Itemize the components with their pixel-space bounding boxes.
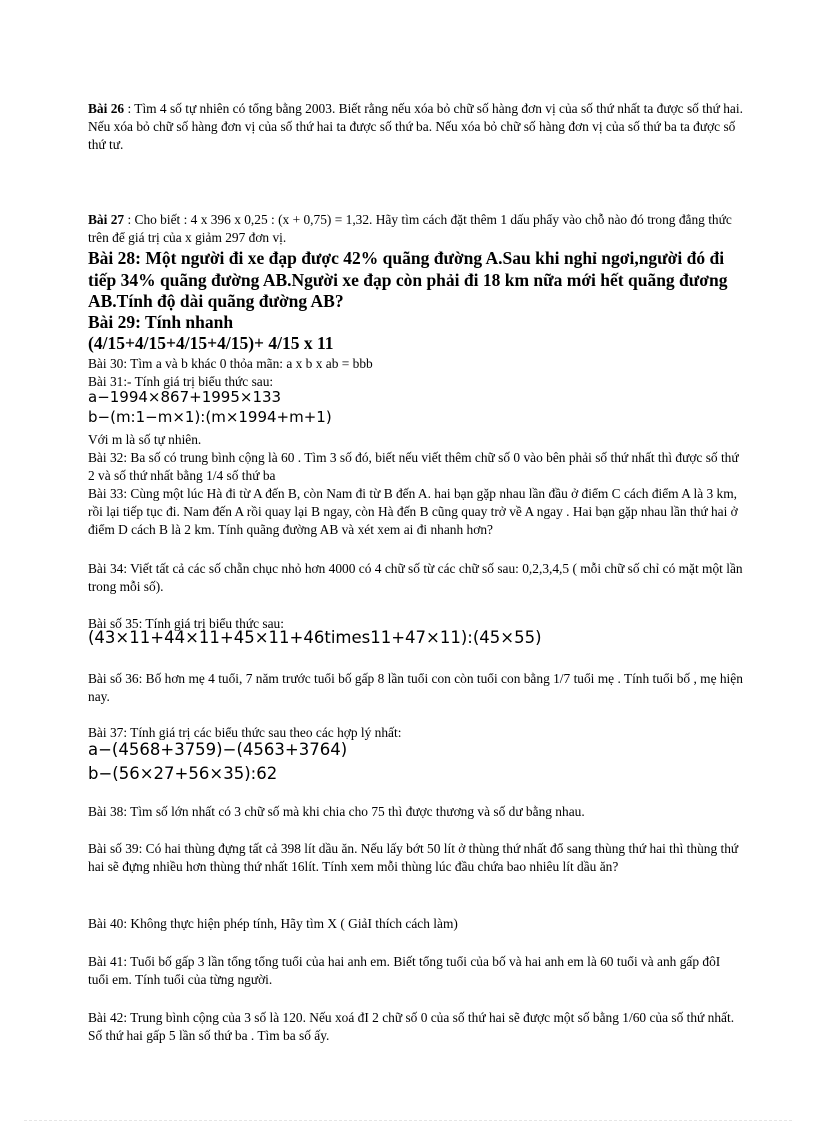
exercise-36: Bài số 36: Bố hơn mẹ 4 tuổi, 7 năm trước tuổi bố gấp 8 lần tuổi con còn tuổi con bằng 1/7 tuổi mẹ . Tính tuổi bố , mẹ hiện nay. [88, 671, 743, 704]
exercise-38: Bài 38: Tìm số lớn nhất có 3 chữ số mà khi chia cho 75 thì được thương và số dư bằng nhau. [88, 804, 585, 819]
exercise-33: Bài 33: Cùng một lúc Hà đi từ A đến B, còn Nam đi từ B đến A. hai bạn gặp nhau lần đầu ở điểm C cách điểm A là 3 km, rồi lại tiếp tục đi. Nam đến A rồi quay lại B ngay, còn Hà đến B cũng quay trở về A ngay . Hai bạn gặp nhau lần thứ hai ở điểm D cách B là 2 km. Tính quãng đường AB và xét xem ai đi nhanh hơn? [88, 486, 738, 537]
exercise-27 [88, 211, 744, 247]
exercise-32: Bài 32: Ba số có trung bình cộng là 60 . Tìm 3 số đó, biết nếu viết thêm chữ số 0 vào bên phải số thứ nhất thì được số thứ 2 và số thứ nhất bằng 1/4 số thứ ba [88, 450, 739, 483]
exercise-40: Bài 40: Không thực hiện phép tính, Hãy tìm X ( GiảI thích cách làm) [88, 916, 458, 931]
exercise-30: Bài 30: Tìm a và b khác 0 thỏa mãn: a x b x ab = bbb [88, 356, 373, 371]
exercise-37-expression-a: a−(4568+3759)−(4563+3764) [88, 740, 348, 759]
exercise-31-title: Bài 31:- Tính giá trị biểu thức sau: [88, 374, 274, 389]
exercise-27-label: Bài 27 [88, 212, 125, 227]
exercise-31-expression-b: b−(m:1−m×1):(m×1994+m+1) [88, 408, 332, 426]
page-bottom-divider [24, 1120, 792, 1121]
exercise-35-title: Bài số 35: Tính giá trị biểu thức sau: [88, 616, 284, 631]
exercise-31-note: Với m là số tự nhiên. [88, 432, 202, 447]
exercise-41: Bài 41: Tuổi bố gấp 3 lần tổng tổng tuổi của hai anh em. Biết tổng tuổi của bố và hai anh em là 60 tuổi và anh gấp đôI tuổi em. Tính tuổi của từng người. [88, 954, 721, 987]
exercise-29-title: Bài 29: Tính nhanh [88, 312, 234, 332]
exercise-26 [88, 100, 744, 154]
exercise-42: Bài 42: Trung bình cộng của 3 số là 120. Nếu xoá đI 2 chữ số 0 của số thứ hai sẽ được một số bằng 1/60 của số thứ nhất. Số thứ hai gấp 5 lần số thứ ba . Tìm ba số ấy. [88, 1010, 735, 1043]
exercise-39: Bài số 39: Có hai thùng đựng tất cả 398 lít dầu ăn. Nếu lấy bớt 50 lít ở thùng thứ nhất đổ sang thùng thứ hai thì thùng thứ hai sẽ đựng nhiều hơn thùng thứ nhất 16lít. Tính xem mỗi thùng lúc đầu chứa bao nhiêu lít dầu ăn? [88, 841, 739, 874]
exercise-37-expression-b: b−(56×27+56×35):62 [88, 764, 278, 783]
exercise-37-title: Bài 37: Tính giá trị các biểu thức sau theo các hợp lý nhất: [88, 725, 402, 740]
exercise-34: Bài 34: Viết tất cả các số chẵn chục nhỏ hơn 4000 có 4 chữ số từ các chữ số sau: 0,2,3,4,5 ( mỗi chữ số chỉ có mặt một lần trong mỗi số). [88, 561, 743, 594]
exercise-26-text: : Tìm 4 số tự nhiên có tổng bằng 2003. Biết rằng nếu xóa bỏ chữ số hàng đơn vị của số thứ nhất ta được số thứ hai. Nếu xóa bỏ chữ số hàng đơn vị của số thứ hai ta được số thứ ba. Nếu xóa bỏ chữ số hàng đơn vị của số thứ ba ta được số thứ tư. [88, 101, 743, 152]
exercise-31-expression-a: a−1994×867+1995×133 [88, 388, 282, 406]
exercise-26-label: Bài 26 [88, 101, 125, 116]
exercise-29-expression: (4/15+4/15+4/15+4/15)+ 4/15 x 11 [88, 333, 334, 353]
exercise-35-expression: (43×11+44×11+45×11+46times11+47×11):(45×55) [88, 628, 542, 647]
exercise-27-text: : Cho biết : 4 x 396 x 0,25 : (x + 0,75) = 1,32. Hãy tìm cách đặt thêm 1 dấu phẩy vào chỗ nào đó trong đẳng thức trên để giá trị của x giảm 297 đơn vị. [88, 212, 732, 245]
exercise-28: Bài 28: Một người đi xe đạp được 42% quãng đường A.Sau khi nghỉ ngơi,người đó đi tiếp 34% quãng đường AB.Người xe đạp còn phải đi 18 km nữa mới hết quãng đương AB.Tính độ dài quãng đường AB? [88, 248, 728, 311]
